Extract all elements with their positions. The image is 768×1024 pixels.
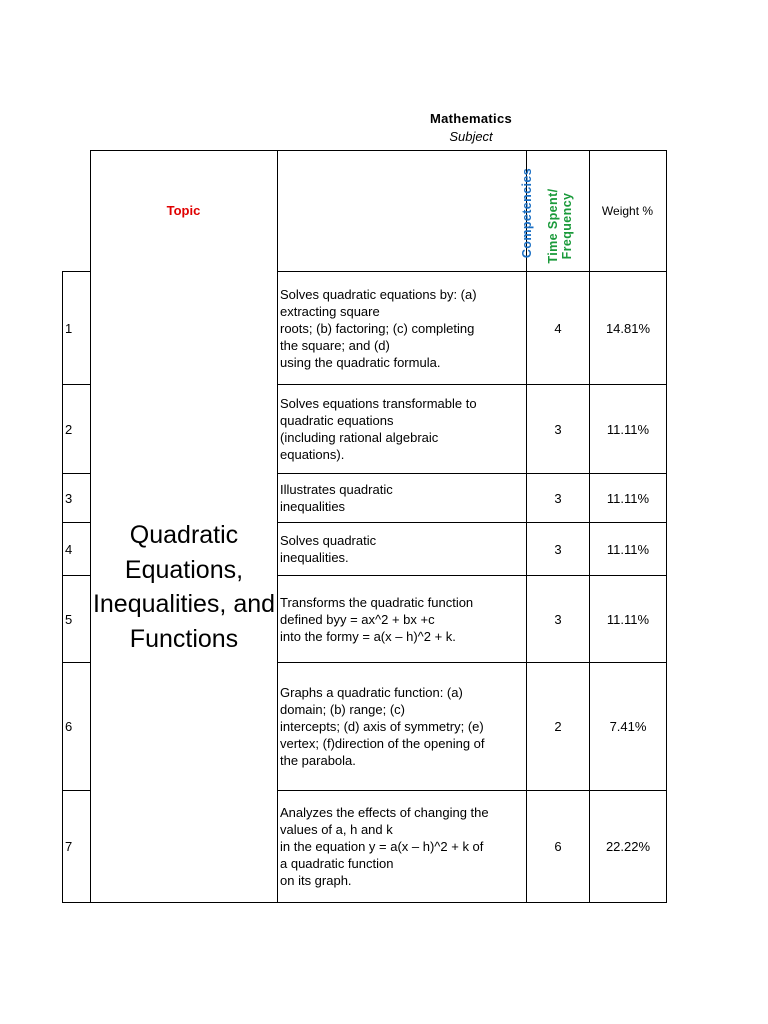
weight-header: Weight %: [601, 203, 654, 218]
competency-cell: Analyzes the effects of changing the values of a, h and k in the equation y = a(x – h)^2 + k of a quadratic function on its graph.: [280, 805, 489, 888]
time-spent-cell: 3: [554, 490, 562, 506]
weight-cell: 11.11%: [606, 421, 650, 437]
weight-cell: 11.11%: [606, 490, 650, 506]
row-number: 2: [65, 421, 73, 437]
time-spent-cell: 3: [554, 421, 562, 437]
competency-cell: Graphs a quadratic function: (a) domain; (b) range; (c) intercepts; (d) axis of symmetry; (e) vertex; (f)direction of the opening of the parabola.: [280, 685, 485, 768]
body-col-divider: [666, 271, 667, 903]
weight-cell: 7.41%: [609, 719, 647, 734]
competency-cell: Transforms the quadratic function defined byy = ax^2 + bx +c into the formy = a(x – h)^2 + k.: [280, 594, 474, 644]
time-spent-cell: 6: [554, 839, 562, 854]
time-spent-header-line2: Frequency: [559, 192, 574, 259]
weight-cell: 22.22%: [605, 839, 651, 854]
weight-cell: 11.11%: [606, 541, 650, 557]
subject-name: Mathematics: [429, 111, 513, 126]
topic-cell: Quadratic Equations, Inequalities, and Functions: [92, 521, 276, 653]
subject-label: Subject: [449, 129, 493, 144]
row-number: 1: [65, 320, 73, 336]
row-number: 5: [65, 611, 73, 627]
competency-cell: Illustrates quadratic inequalities: [280, 482, 393, 514]
time-spent-cell: 2: [554, 719, 562, 734]
time-spent-header-line1: Time Spent/: [545, 187, 560, 264]
header-col-divider: [666, 150, 667, 271]
subject-block: [380, 111, 562, 144]
row-number: 3: [65, 490, 73, 506]
table-bottom-border: [62, 902, 667, 903]
time-spent-cell: 4: [554, 320, 562, 336]
row-number: 6: [65, 719, 73, 734]
time-spent-cell: 3: [554, 611, 562, 627]
row-number: 4: [65, 541, 73, 557]
row-number: 7: [65, 839, 73, 854]
weight-cell: 14.81%: [605, 320, 651, 336]
competency-cell: Solves quadratic inequalities.: [280, 533, 377, 565]
header-col-divider: [277, 150, 278, 271]
topic-header: Topic: [166, 203, 201, 218]
competencies-header: Competencies: [519, 167, 534, 258]
time-spent-header: [546, 188, 574, 263]
competency-cell: Solves quadratic equations by: (a) extracting square roots; (b) factoring; (c) completing the square; and (d) using the quadratic formula.: [280, 286, 477, 370]
weight-cell: 11.11%: [606, 611, 650, 627]
competency-cell: Solves equations transformable to quadratic equations (including rational algebraic equations).: [280, 396, 477, 462]
time-spent-cell: 3: [554, 541, 562, 557]
